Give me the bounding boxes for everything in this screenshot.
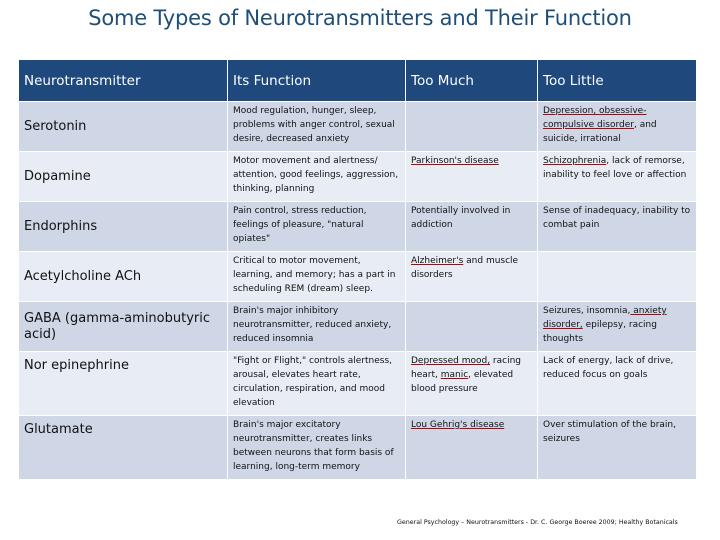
row-norepinephrine <box>19 352 697 416</box>
link-lou-gehrigs[interactable]: Lou Gehrig's disease <box>411 420 505 430</box>
header-function: Its Function <box>228 60 406 102</box>
neurotransmitter-table <box>18 59 697 480</box>
cell-too-much <box>406 302 538 352</box>
cell-too-little: Schizophrenia, lack of remorse, inability to feel love or affection <box>538 152 697 202</box>
cell-name: Dopamine <box>19 152 228 202</box>
link-manic[interactable]: manic <box>440 370 469 380</box>
cell-too-little: Sense of inadequacy, inability to combat pain <box>538 202 697 252</box>
row-serotonin <box>19 102 697 152</box>
cell-function: Brain's major inhibitory neurotransmitter, reduced anxiety, reduced insomnia <box>228 302 406 352</box>
link-schizophrenia[interactable]: Schizophrenia <box>543 156 607 166</box>
slide-title: Some Types of Neurotransmitters and Their Function <box>88 6 632 30</box>
cell-too-little: Lack of energy, lack of drive, reduced focus on goals <box>538 352 697 416</box>
cell-too-much: Alzheimer's and muscle disorders <box>406 252 538 302</box>
header-too-much: Too Much <box>406 60 538 102</box>
cell-function: Pain control, stress reduction, feelings of pleasure, "natural opiates" <box>228 202 406 252</box>
link-parkinsons[interactable]: Parkinson's disease <box>411 156 499 166</box>
link-alzheimers[interactable]: Alzheimer's <box>411 256 464 266</box>
cell-too-much <box>406 152 538 202</box>
row-gaba <box>19 302 697 352</box>
cell-function: Mood regulation, hunger, sleep, problems with anger control, sexual desire, decreased anxiety <box>228 102 406 152</box>
cell-too-little <box>538 252 697 302</box>
link-depression-ocd[interactable]: Depression, obsessive-compulsive disorder <box>543 106 647 130</box>
cell-name: GABA (gamma-aminobutyric acid) <box>19 302 228 352</box>
cell-name: Acetylcholine ACh <box>19 252 228 302</box>
cell-too-little: Over stimulation of the brain, seizures <box>538 416 697 480</box>
cell-too-much: Depressed mood, racing heart, manic, elevated blood pressure <box>406 352 538 416</box>
cell-too-much: Potentially involved in addiction <box>406 202 538 252</box>
cell-function: "Fight or Flight," controls alertness, arousal, elevates heart rate, circulation, respiration, and mood elevation <box>228 352 406 416</box>
row-endorphins <box>19 202 697 252</box>
cell-name: Nor epinephrine <box>19 352 228 416</box>
cell-too-much <box>406 102 538 152</box>
header-row <box>19 60 697 102</box>
cell-function: Critical to motor movement, learning, and memory; has a part in scheduling REM (dream) sleep. <box>228 252 406 302</box>
cell-name: Glutamate <box>19 416 228 480</box>
header-too-little: Too Little <box>538 60 697 102</box>
cell-name: Endorphins <box>19 202 228 252</box>
cell-function: Motor movement and alertness/ attention, good feelings, aggression, thinking, planning <box>228 152 406 202</box>
cell-name: Serotonin <box>19 102 228 152</box>
row-dopamine <box>19 152 697 202</box>
cell-too-little: Seizures, insomnia, anxiety disorder, epilepsy, racing thoughts <box>538 302 697 352</box>
source-footer: General Psychology – Neurotransmitters - Dr. C. George Boeree 2009; Healthy Botanicals <box>397 519 678 526</box>
cell-too-little: Depression, obsessive-compulsive disorder, and suicide, irrational <box>538 102 697 152</box>
row-glutamate <box>19 416 697 480</box>
link-anxiety-disorder[interactable]: anxiety disorder, <box>543 306 667 330</box>
cell-function: Brain's major excitatory neurotransmitter, creates links between neurons that form basis of learning, long-term memory <box>228 416 406 480</box>
cell-too-much <box>406 416 538 480</box>
header-neurotransmitter: Neurotransmitter <box>19 60 228 102</box>
link-depressed-mood[interactable]: Depressed mood, <box>411 356 491 366</box>
row-acetylcholine <box>19 252 697 302</box>
